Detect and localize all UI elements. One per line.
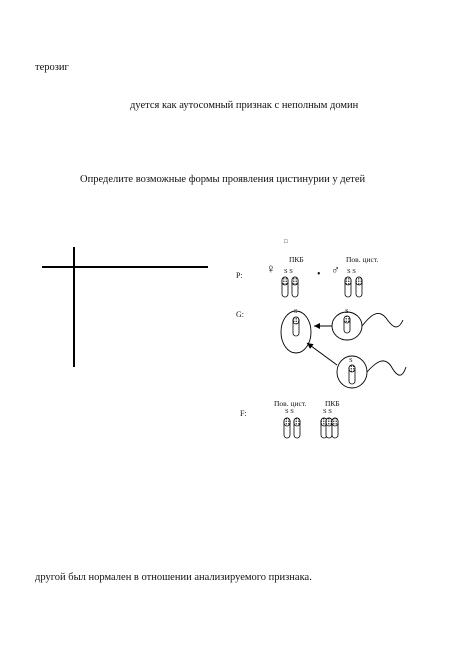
- male-symbol: ♂: [331, 263, 340, 277]
- text-line-inheritance: дуется как аутосомный признак с неполным домин: [130, 100, 359, 111]
- father-label: Пов. цист.: [346, 255, 379, 264]
- egg-gene: S: [294, 308, 298, 315]
- sperm-gamete-1: [332, 312, 403, 340]
- mother-chromosomes: [282, 277, 298, 297]
- g-generation-label: G:: [236, 310, 244, 319]
- father-chromosomes: [345, 277, 362, 297]
- egg-gamete: [281, 308, 311, 353]
- father-genes: S S: [347, 268, 356, 275]
- sperm2-gene: S: [349, 357, 353, 364]
- small-square-mark: □: [284, 239, 288, 245]
- arrow-sperm2-to-egg: [307, 343, 337, 365]
- child2-label: ПКБ: [325, 399, 340, 408]
- mother-genes: S S: [284, 268, 293, 275]
- cross-symbol: •: [317, 269, 321, 280]
- text-line-heterozygous: терозиг: [35, 62, 69, 73]
- sperm1-gene: S: [345, 308, 349, 315]
- sperm-gamete-2: [337, 356, 406, 388]
- child2-chromosomes: [321, 418, 338, 438]
- child1-label: Пов. цист.: [274, 399, 307, 408]
- child1-chromosomes: [284, 418, 300, 438]
- text-line-bottom: другой был нормален в отношении анализируемого признака.: [35, 572, 312, 583]
- p-generation-label: P:: [236, 271, 243, 280]
- f-generation-label: F:: [240, 409, 247, 418]
- text-line-question: Определите возможные формы проявления цистинурии у детей: [80, 174, 366, 185]
- child2-genes: S S: [323, 408, 332, 415]
- female-symbol: ♀: [266, 261, 276, 276]
- mother-label: ПКБ: [289, 255, 304, 264]
- child1-genes: S S: [285, 408, 294, 415]
